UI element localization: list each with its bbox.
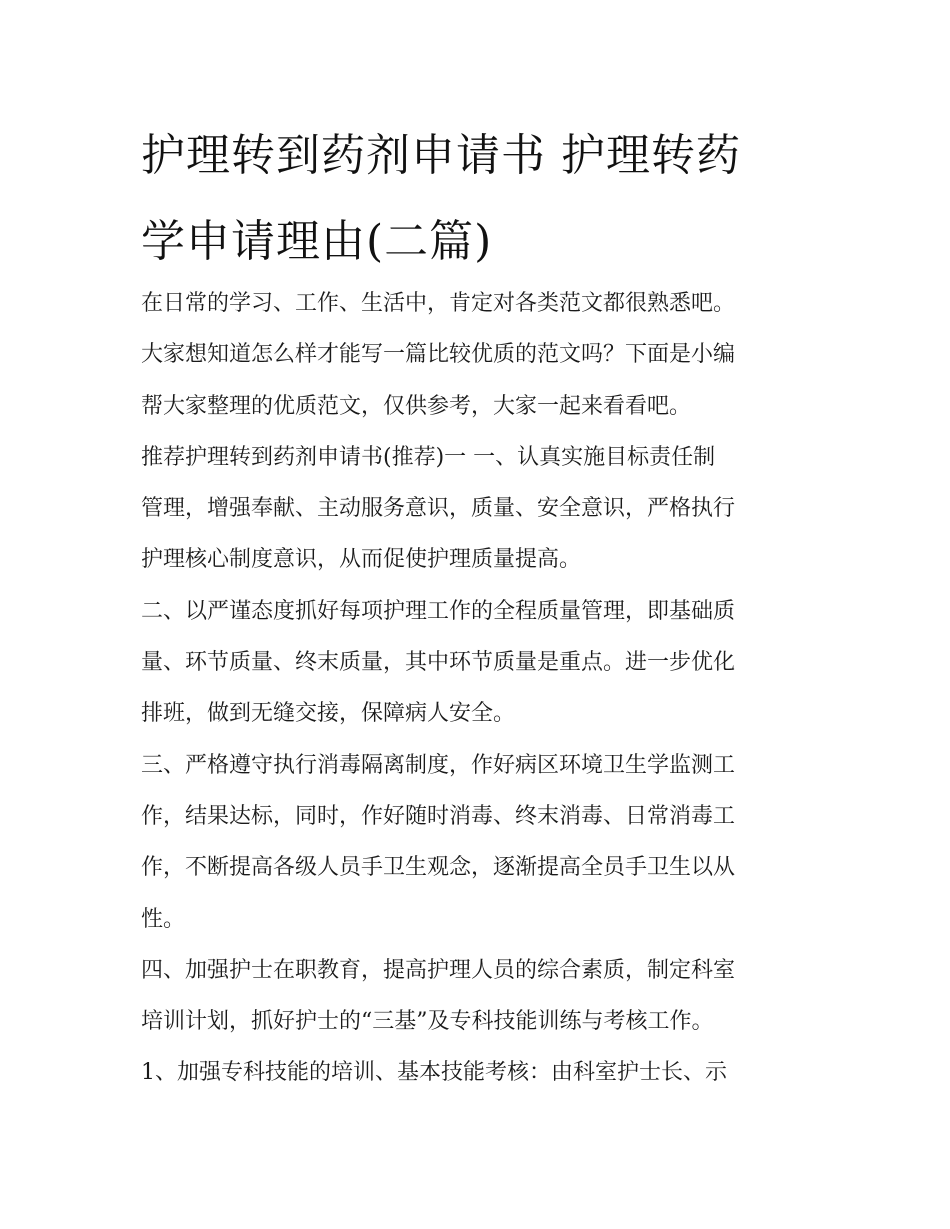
body-line: 帮大家整理的优质范文，仅供参考，大家一起来看看吧。 <box>141 393 692 419</box>
body-line: 作，结果达标，同时，作好随时消毒、终末消毒、日常消毒工 <box>141 803 736 829</box>
document-title <box>141 113 821 285</box>
body-line: 1、加强专科技能的培训、基本技能考核：由科室护士长、示 <box>141 1060 727 1086</box>
body-line: 二、以严谨态度抓好每项护理工作的全程质量管理，即基础质 <box>141 598 736 624</box>
body-line: 作，不断提高各级人员手卫生观念，逐渐提高全员手卫生以从 <box>141 855 736 881</box>
title-line: 学申请理由(二篇) <box>141 216 493 267</box>
body-line: 四、加强护士在职教育，提高护理人员的综合素质，制定科室 <box>141 957 736 983</box>
body-line: 量、环节质量、终末质量，其中环节质量是重点。进一步优化 <box>141 650 736 676</box>
body-line: 大家想知道怎么样才能写一篇比较优质的范文吗？下面是小编 <box>141 342 736 368</box>
body-line: 护理核心制度意识，从而促使护理质量提高。 <box>141 547 582 573</box>
body-line: 三、严格遵守执行消毒隔离制度，作好病区环境卫生学监测工 <box>141 752 736 778</box>
body-line: 管理，增强奉献、主动服务意识，质量、安全意识，严格执行 <box>141 496 736 522</box>
body-line: 培训计划，抓好护士的“三基”及专科技能训练与考核工作。 <box>141 1009 714 1035</box>
body-line: 性。 <box>141 906 186 932</box>
body-line: 排班，做到无缝交接，保障病人安全。 <box>141 701 516 727</box>
document-body <box>141 278 813 1099</box>
body-line: 在日常的学习、工作、生活中，肯定对各类范文都很熟悉吧。 <box>141 291 736 316</box>
body-line: 推荐护理转到药剂申请书(推荐)一 一、认真实施目标责任制 <box>141 444 716 470</box>
title-line: 护理转到药剂申请书 护理转药 <box>141 130 741 181</box>
